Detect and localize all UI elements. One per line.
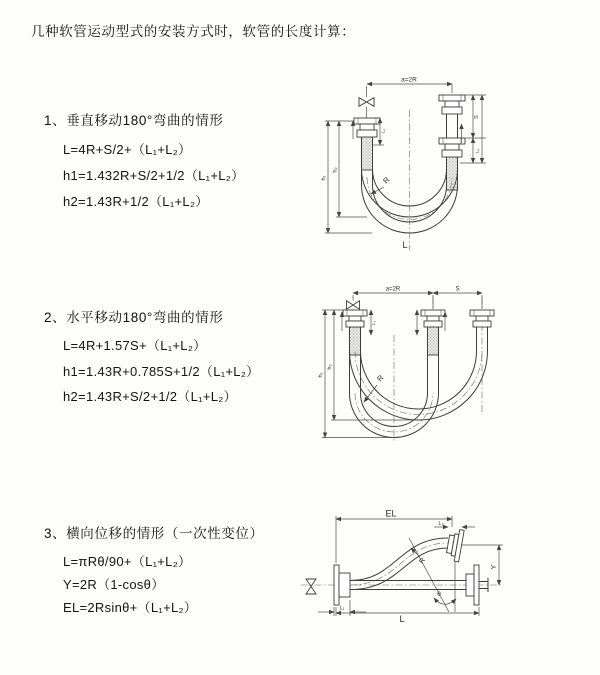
section-2-formula-h1: h1=1.43R+0.785S+1/2（L₁+L₂） — [63, 364, 260, 379]
dim-label-l1: L₁ — [371, 320, 376, 326]
left-fitting — [354, 118, 380, 137]
displaced-hose — [350, 538, 448, 590]
dimension-span — [367, 77, 452, 94]
section-3-heading: 3、横向位移的情形（一次性变位） — [44, 526, 264, 541]
dimension-span — [353, 287, 482, 310]
dim-label-r: R — [381, 175, 392, 186]
left-fitting — [343, 310, 367, 327]
section-1-heading: 1、垂直移动180°弯曲的情形 — [44, 113, 224, 128]
dim-label-h1: h₁ — [321, 175, 327, 181]
dimension-fitting-l1 — [371, 310, 417, 335]
section-2-heading: 2、水平移动180°弯曲的情形 — [44, 310, 224, 325]
dim-label-r: R — [375, 373, 386, 384]
braid-left — [350, 327, 361, 355]
valve-icon — [359, 86, 374, 118]
dim-label-l: L — [399, 614, 405, 624]
left-flange — [334, 565, 350, 605]
section-2-formula-h2: h2=1.43R+S/2+1/2（L₁+L₂） — [63, 389, 237, 404]
braid-middle — [428, 327, 439, 355]
section-3-formula-EL: EL=2Rsinθ+（L₁+L₂） — [63, 600, 198, 615]
dim-label-y: Y — [491, 564, 498, 570]
dim-label-l1: L₁ — [339, 605, 345, 612]
diagram-horizontal-180-bend — [312, 283, 502, 448]
dim-label-h2: h₂ — [327, 364, 333, 370]
dimension-l — [336, 607, 479, 624]
radius-callout — [371, 175, 392, 194]
dim-label-span: a=2R — [401, 76, 417, 84]
dim-label-l: L — [402, 240, 408, 250]
section-3-formula-L: L=πRθ/90+（L₁+L₂） — [63, 554, 192, 569]
dim-label-theta: θ — [437, 591, 441, 598]
dim-label-span: a=2R — [385, 286, 401, 293]
section-2-formula-L: L=4R+1.57S+（L₁+L₂） — [63, 338, 207, 353]
section-3-formula-Y: Y=2R（1-cosθ） — [63, 577, 165, 592]
page-title: 几种软管运动型式的安装方式时，软管的长度计算： — [31, 24, 356, 39]
valve-icon — [347, 295, 360, 310]
dim-label-l1-left: L₁ — [380, 128, 386, 134]
braid-right — [447, 157, 458, 190]
dim-label-l2: L₂ — [438, 521, 444, 527]
right-fitting — [470, 310, 494, 327]
anchor-icon — [306, 579, 316, 594]
section-1-formula-h1: h1=1.432R+S/2+1/2（L₁+L₂） — [63, 168, 245, 183]
dim-label-l1-right: L₁ — [474, 148, 480, 154]
dim-label-el: EL — [385, 508, 397, 519]
section-1-formula-h2: h2=1.43R+1/2（L₁+L₂） — [63, 194, 209, 209]
dimension-l2 — [434, 521, 475, 527]
diagram-vertical-180-bend — [312, 72, 492, 262]
section-1-formula-L: L=4R+S/2+（L₁+L₂） — [63, 142, 192, 157]
right-fitting-upper — [439, 95, 465, 114]
right-fitting-lower — [439, 138, 465, 157]
dimension-el — [336, 509, 452, 564]
braid-left — [362, 137, 373, 170]
middle-fitting — [421, 310, 445, 327]
dim-label-s: S — [455, 286, 460, 293]
hose-outline — [350, 327, 488, 438]
upper-flange — [445, 528, 464, 562]
dim-label-s: S — [474, 115, 480, 119]
dim-label-h1: h₁ — [318, 372, 324, 378]
dimension-stroke-s — [460, 95, 486, 163]
dim-label-h2: h₂ — [332, 167, 339, 173]
dimension-l1 — [318, 600, 366, 616]
diagram-lateral-displacement — [298, 508, 513, 638]
dim-label-r: R — [418, 557, 428, 566]
radius-callout — [364, 373, 386, 402]
